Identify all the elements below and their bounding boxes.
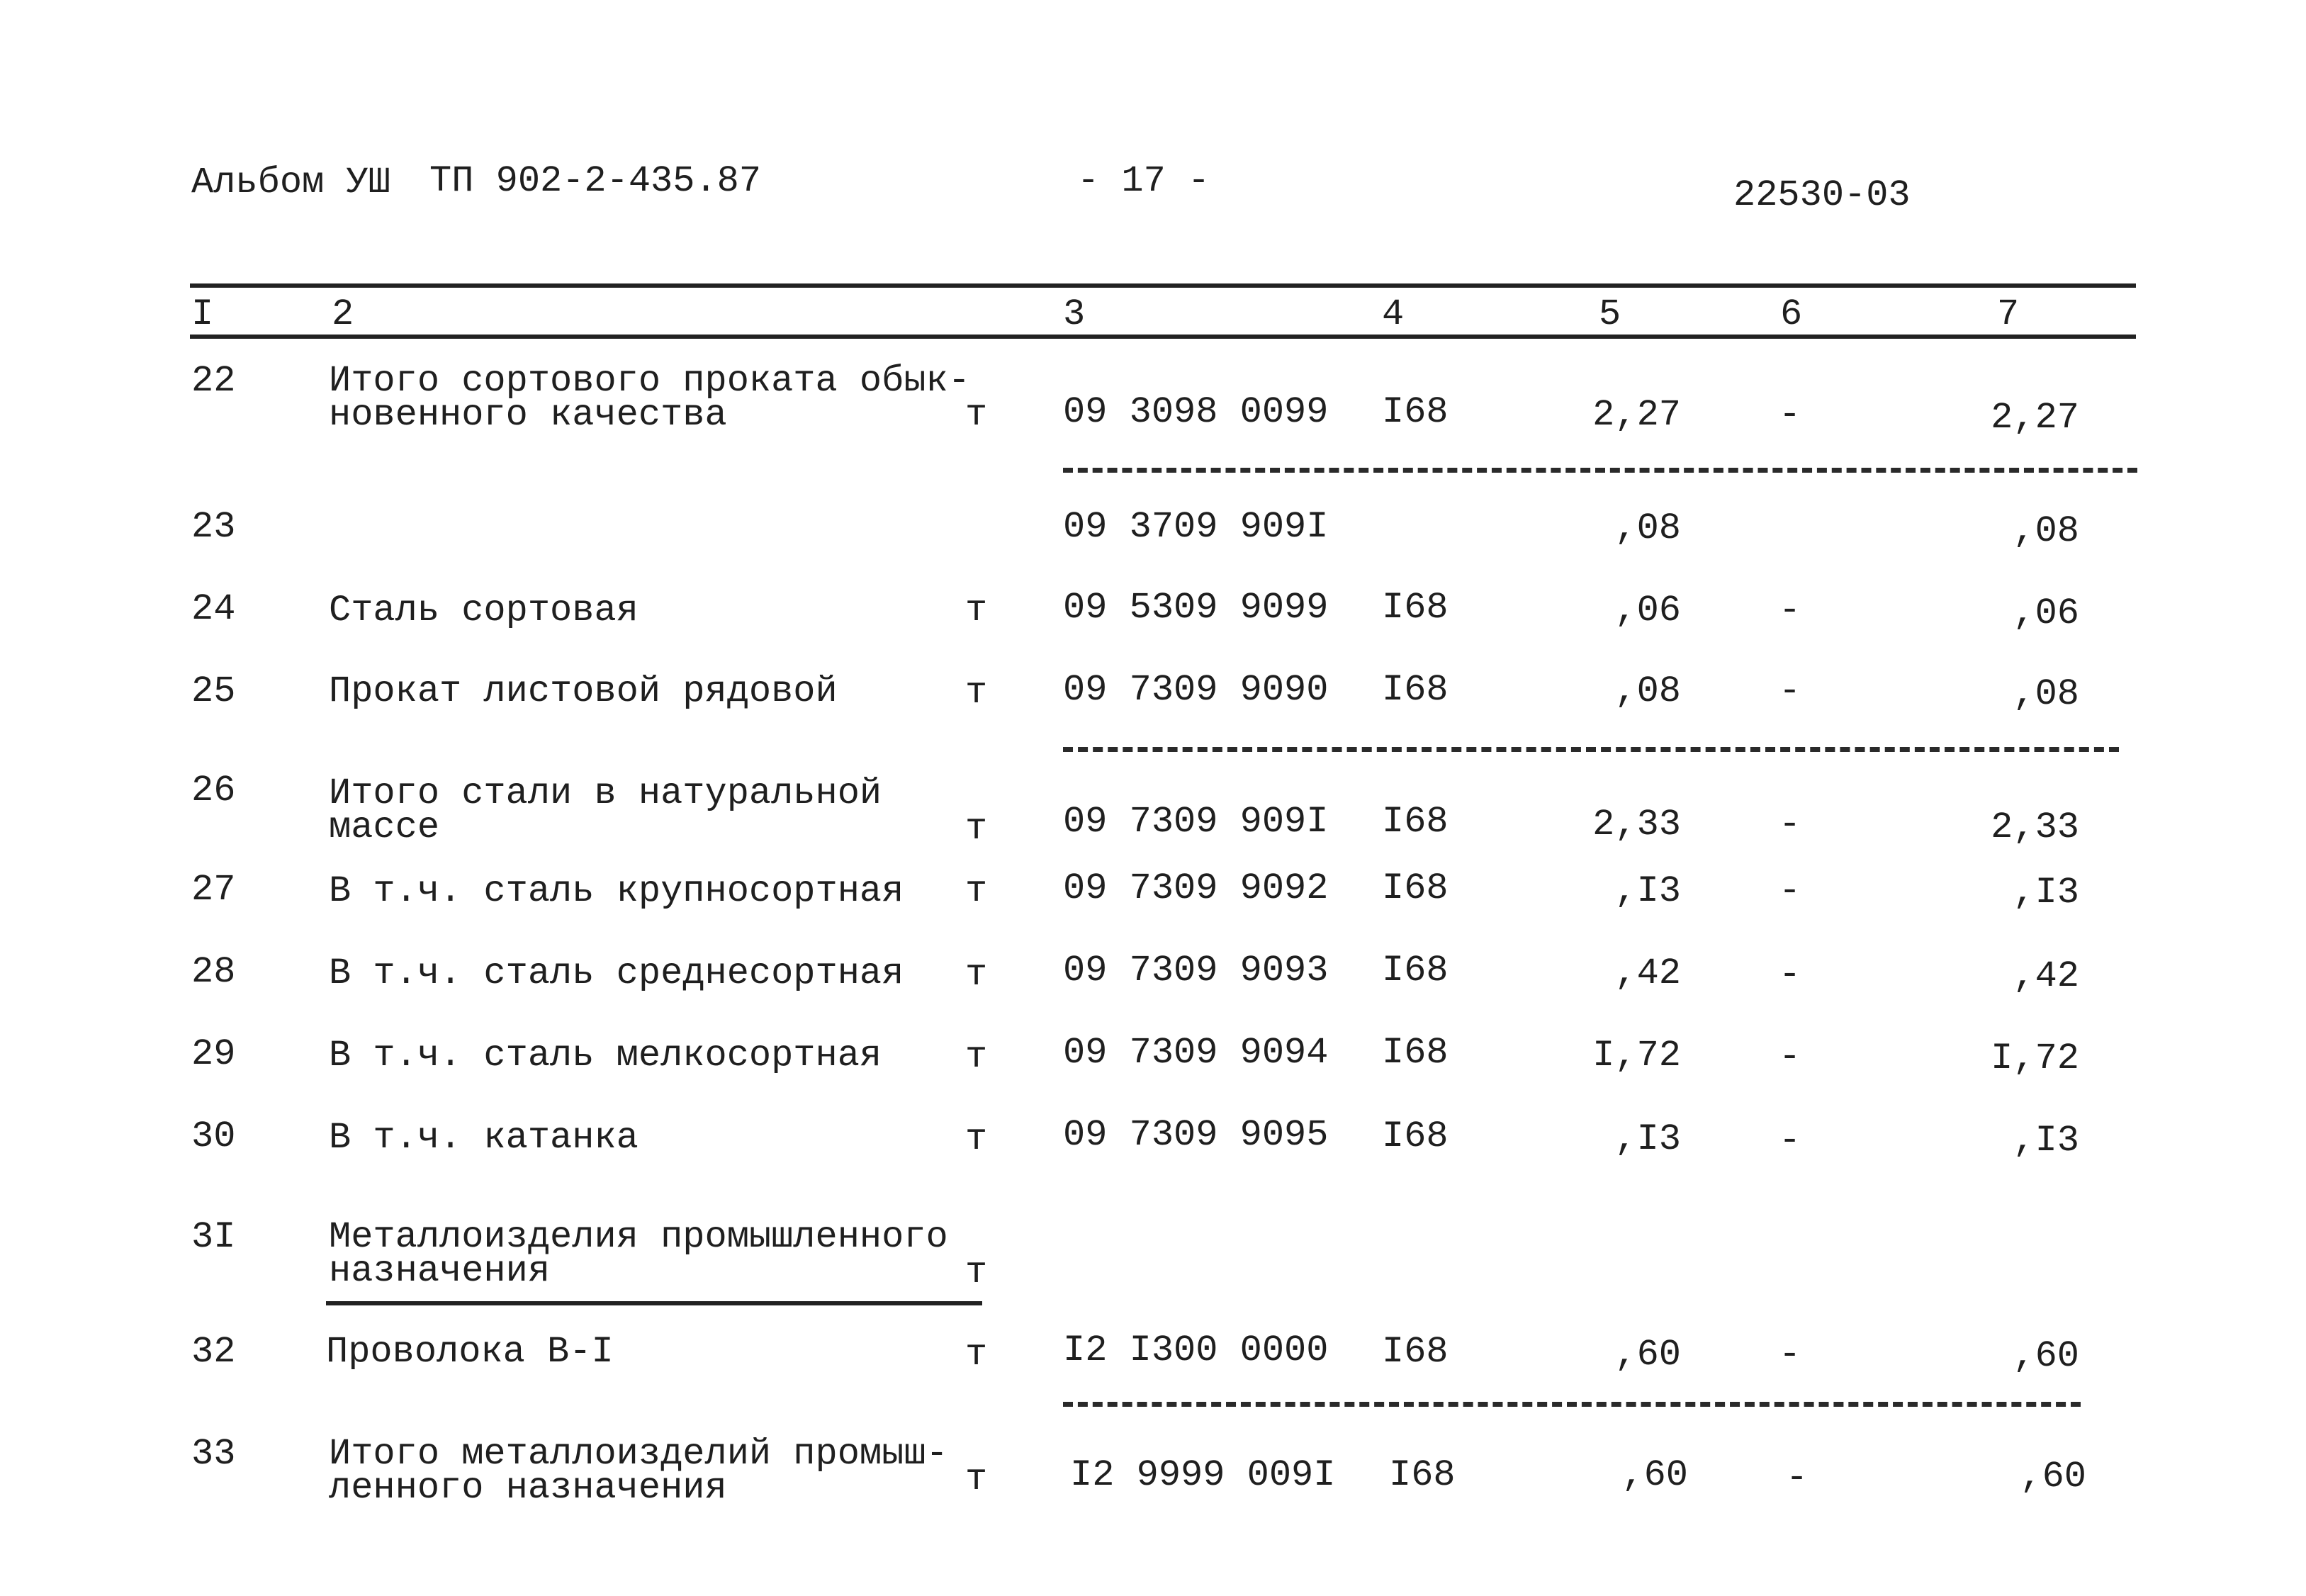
column-4-value: I68 <box>1389 1454 1456 1496</box>
column-4-value: I68 <box>1382 867 1449 909</box>
column-7-value: ,06 <box>2013 592 2079 634</box>
item-name-line-1: Итого сортового проката обык- <box>329 360 970 402</box>
item-name <box>329 1433 948 1509</box>
column-header-5: 5 <box>1599 293 1621 335</box>
item-code: 09 3098 0099 <box>1063 391 1329 433</box>
row-number: 25 <box>191 670 236 712</box>
header-bottom-rule <box>190 335 2136 339</box>
item-name-line-2: ленного назначения <box>329 1467 727 1509</box>
column-6-value: - <box>1779 394 1801 436</box>
item-code: 09 7309 9090 <box>1063 669 1329 711</box>
column-4-value: I68 <box>1382 1115 1449 1157</box>
item-name <box>329 1216 948 1292</box>
unit: т <box>965 1252 988 1293</box>
row-number: 23 <box>191 506 236 548</box>
item-name: Сталь сортовая <box>329 590 639 631</box>
subtotal-dashed-rule <box>1063 747 2119 752</box>
column-5-value: ,06 <box>1614 590 1681 631</box>
row-number: 29 <box>191 1033 236 1075</box>
column-6-value: - <box>1779 1036 1801 1078</box>
unit: т <box>965 1459 988 1500</box>
item-code: 09 7309 9093 <box>1063 950 1329 991</box>
page-number: - 17 - <box>1077 160 1210 202</box>
column-header-6: 6 <box>1780 293 1803 335</box>
column-7-value: ,I3 <box>2013 1120 2079 1162</box>
column-4-value: I68 <box>1382 1331 1449 1373</box>
column-7-value: ,I3 <box>2013 872 2079 914</box>
item-code: I2 I300 0000 <box>1063 1330 1329 1371</box>
unit: т <box>965 590 988 631</box>
item-code: 09 3709 909I <box>1063 506 1329 548</box>
document-number: 22530-03 <box>1733 174 1911 216</box>
column-6-value: - <box>1779 1120 1801 1162</box>
column-header-3: 3 <box>1063 293 1086 335</box>
section-underline <box>326 1301 982 1305</box>
item-name-line-2: назначения <box>329 1250 551 1292</box>
column-4-value: I68 <box>1382 391 1449 433</box>
column-4-value: I68 <box>1382 587 1449 629</box>
row-number: 22 <box>191 360 236 402</box>
item-code: I2 9999 009I <box>1070 1454 1336 1496</box>
unit: т <box>965 672 988 714</box>
column-header-1: I <box>191 293 214 335</box>
item-name-line-2: массе <box>329 807 440 848</box>
row-number: 30 <box>191 1115 236 1157</box>
column-7-value: ,08 <box>2013 673 2079 715</box>
unit: т <box>965 954 988 996</box>
row-number: 27 <box>191 869 236 911</box>
item-code: 09 5309 9099 <box>1063 587 1329 629</box>
column-5-value: ,08 <box>1614 670 1681 712</box>
item-name: В т.ч. сталь мелкосортная <box>329 1035 882 1077</box>
column-7-value: ,08 <box>2013 510 2079 552</box>
column-7-value: ,60 <box>2020 1456 2086 1497</box>
unit: т <box>965 1334 988 1376</box>
item-code: 09 7309 9092 <box>1063 867 1329 909</box>
column-header-7: 7 <box>1997 293 2020 335</box>
item-name: В т.ч. сталь среднесортная <box>329 952 904 994</box>
subtotal-dashed-rule <box>1063 468 2137 473</box>
column-7-value: I,72 <box>1991 1038 2079 1079</box>
item-code: 09 7309 909I <box>1063 801 1329 843</box>
item-code: 09 7309 9094 <box>1063 1032 1329 1074</box>
item-name-line-2: новенного качества <box>329 394 727 436</box>
column-5-value: 2,27 <box>1592 394 1681 436</box>
row-number: 24 <box>191 588 236 630</box>
column-6-value: - <box>1779 870 1801 912</box>
unit: т <box>965 394 988 436</box>
column-4-value: I68 <box>1382 801 1449 843</box>
column-7-value: ,60 <box>2013 1335 2079 1377</box>
item-name: В т.ч. катанка <box>329 1117 639 1159</box>
unit: т <box>965 1118 988 1160</box>
column-5-value: ,60 <box>1621 1454 1688 1496</box>
item-name: Прокат листовой рядовой <box>329 670 838 712</box>
column-5-value: ,08 <box>1614 507 1681 549</box>
column-header-4: 4 <box>1382 293 1405 335</box>
column-5-value: ,I3 <box>1614 870 1681 912</box>
row-number: 28 <box>191 951 236 993</box>
row-number: 32 <box>191 1331 236 1373</box>
column-7-value: ,42 <box>2013 955 2079 997</box>
row-number: 3I <box>191 1216 236 1258</box>
album-label: Альбом УШ <box>191 162 390 203</box>
column-6-value: - <box>1779 804 1801 845</box>
column-6-value: - <box>1786 1457 1809 1499</box>
table-top-rule <box>190 283 2136 288</box>
row-number: 33 <box>191 1433 236 1475</box>
item-name <box>329 772 882 848</box>
column-7-value: 2,33 <box>1991 807 2079 848</box>
column-5-value: ,I3 <box>1614 1118 1681 1160</box>
column-4-value: I68 <box>1382 1032 1449 1074</box>
column-6-value: - <box>1779 954 1801 996</box>
column-6-value: - <box>1779 590 1801 631</box>
column-7-value: 2,27 <box>1991 397 2079 439</box>
column-5-value: I,72 <box>1592 1035 1681 1077</box>
item-name-line-1: Итого стали в натуральной <box>329 772 882 814</box>
column-5-value: ,42 <box>1614 952 1681 994</box>
column-6-value: - <box>1779 1334 1801 1376</box>
column-4-value: I68 <box>1382 950 1449 991</box>
item-name: Проволока В-I <box>326 1331 614 1373</box>
item-name-line-1: Металлоизделия промышленного <box>329 1216 948 1258</box>
subtotal-dashed-rule <box>1063 1402 2081 1407</box>
column-4-value: I68 <box>1382 669 1449 711</box>
unit: т <box>965 1036 988 1078</box>
unit: т <box>965 808 988 850</box>
item-name <box>329 360 970 436</box>
item-name-line-1: Итого металлоизделий промыш- <box>329 1433 948 1475</box>
column-6-value: - <box>1779 670 1801 712</box>
unit: т <box>965 870 988 912</box>
row-number: 26 <box>191 770 236 811</box>
project-code: ТП 902-2-435.87 <box>429 160 762 202</box>
column-5-value: ,60 <box>1614 1334 1681 1376</box>
column-header-2: 2 <box>332 293 354 335</box>
column-5-value: 2,33 <box>1592 804 1681 845</box>
item-name: В т.ч. сталь крупносортная <box>329 870 904 912</box>
item-code: 09 7309 9095 <box>1063 1114 1329 1156</box>
